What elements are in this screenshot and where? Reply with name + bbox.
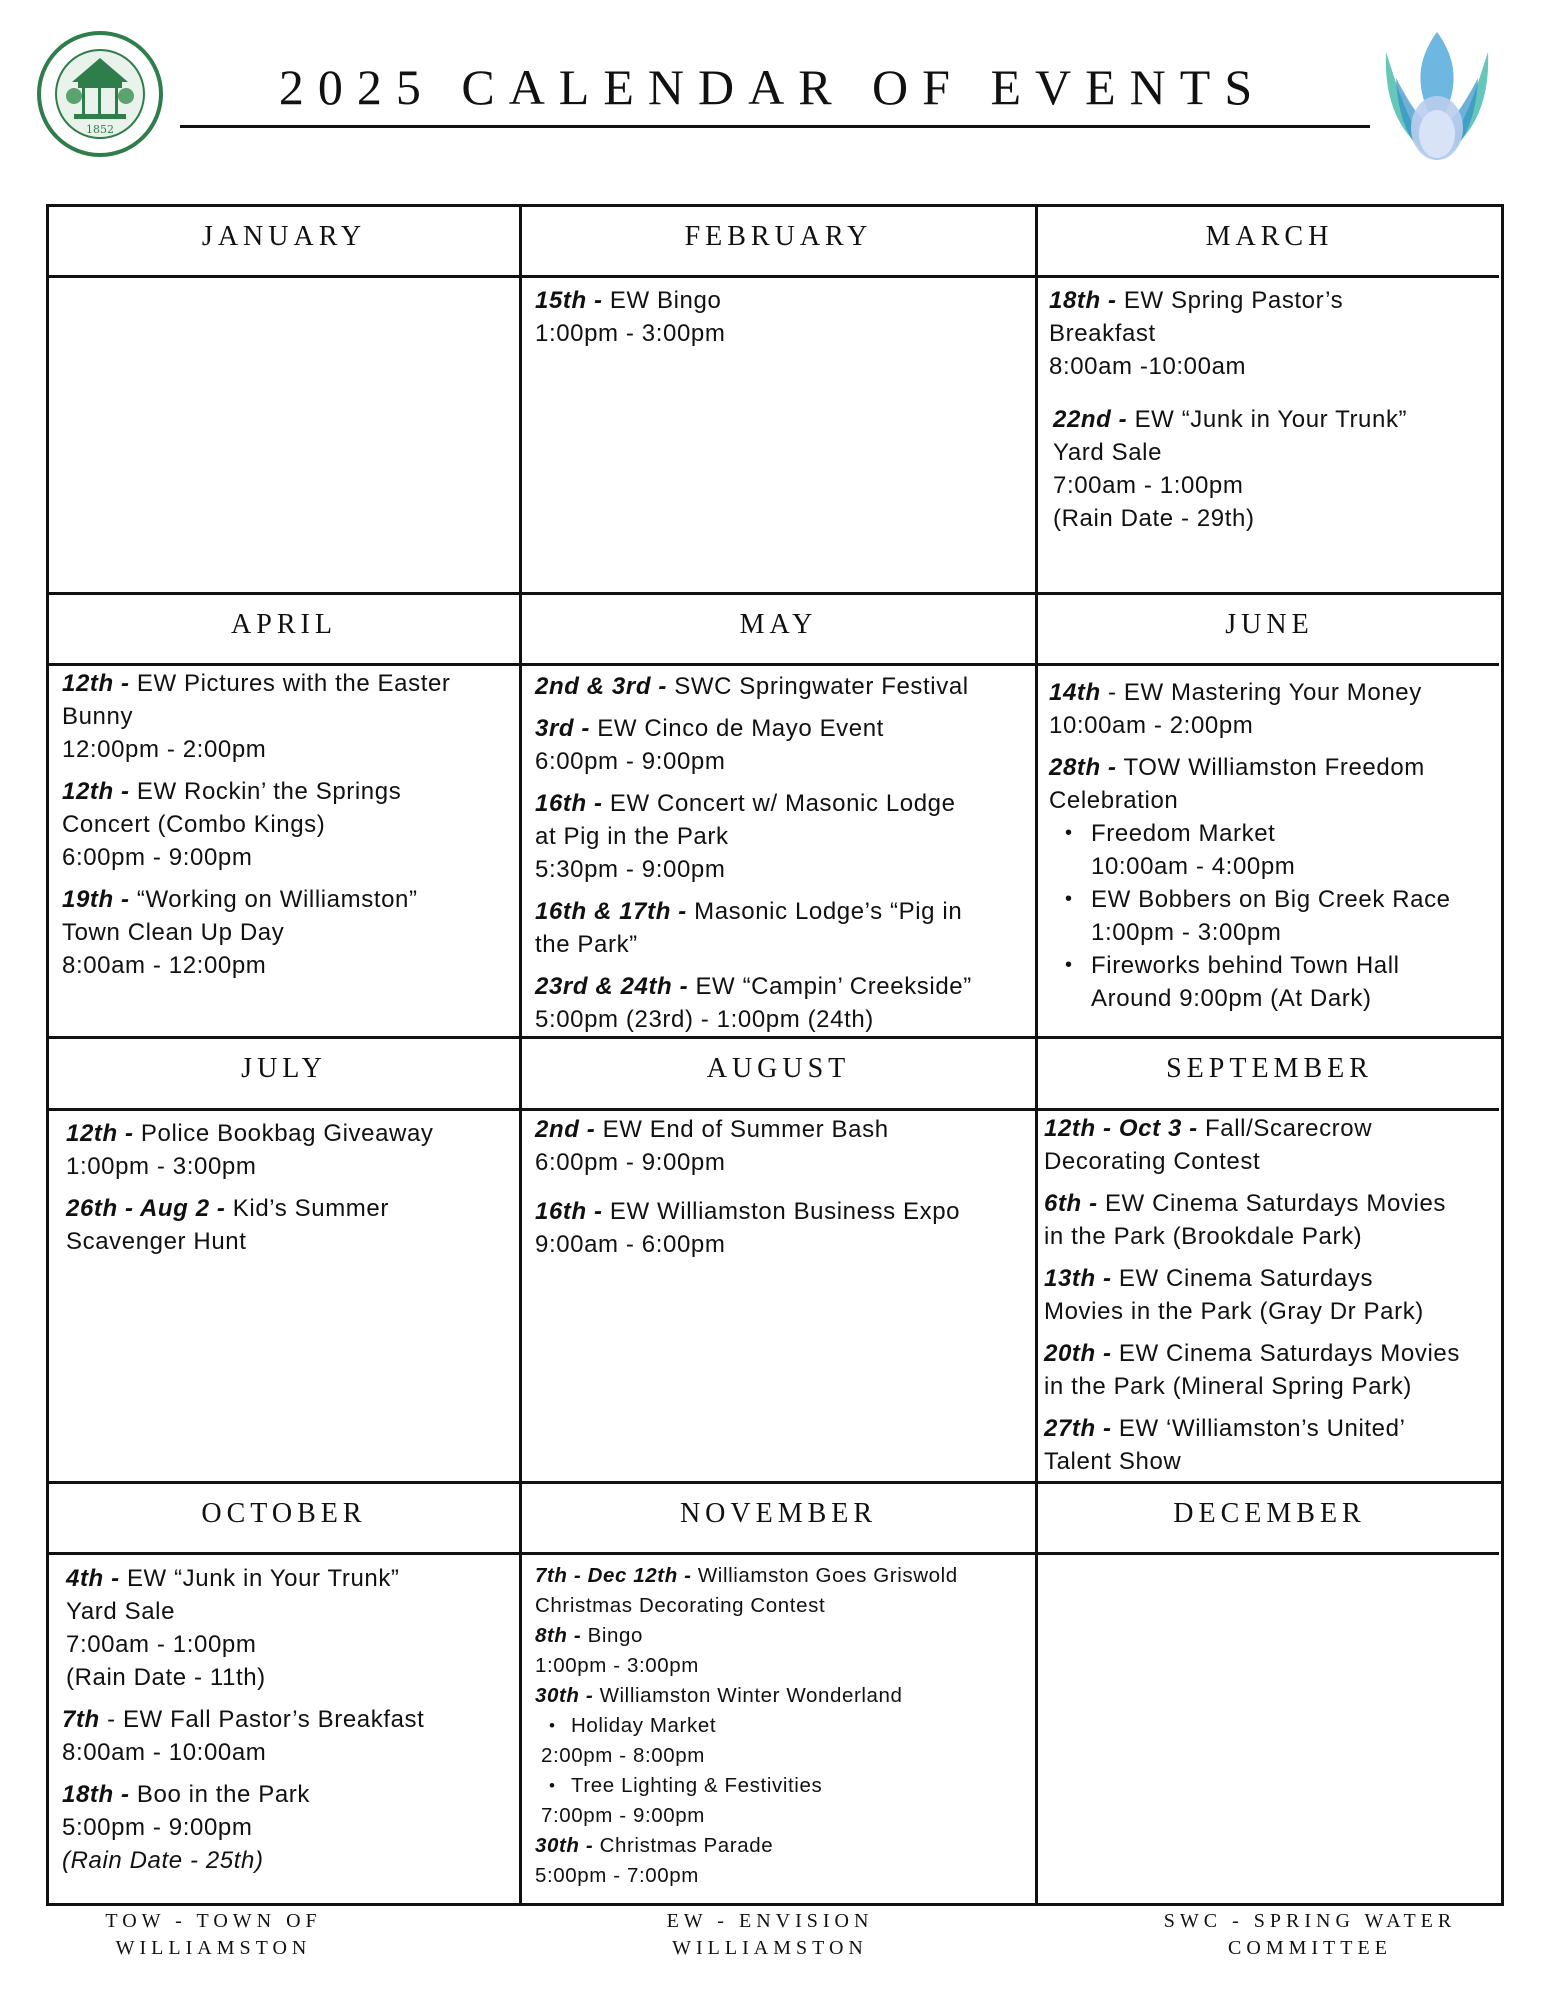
event: 7th - EW Fall Pastor’s Breakfast 8:00am - 10:00am bbox=[62, 1706, 425, 1766]
legend-line: SWC - SPRING WATER bbox=[1163, 1910, 1457, 1932]
header-divider bbox=[49, 663, 1499, 666]
legend-line: WILLIAMSTON bbox=[115, 1937, 312, 1959]
header-divider bbox=[49, 1108, 1499, 1111]
event: 16th & 17th - Masonic Lodge’s “Pig in the Park” bbox=[535, 898, 963, 958]
event: 16th - EW Concert w/ Masonic Lodge at Pig in the Park 5:30pm - 9:00pm bbox=[535, 790, 956, 883]
event: 14th - EW Mastering Your Money 10:00am - 2:00pm bbox=[1049, 679, 1422, 739]
month-september: SEPTEMBER bbox=[1166, 1053, 1373, 1084]
title-underline bbox=[180, 125, 1370, 128]
event: 30th - Williamston Winter Wonderland • Holiday Market 2:00pm - 8:00pm • Tree Lighting & Festivities 7:00pm - 9:00pm bbox=[535, 1681, 1030, 1831]
event: 22nd - EW “Junk in Your Trunk” Yard Sale 7:00am - 1:00pm (Rain Date - 29th) bbox=[1053, 406, 1408, 532]
event: 23rd & 24th - EW “Campin’ Creekside” 5:00pm (23rd) - 1:00pm (24th) bbox=[535, 973, 972, 1033]
event: 15th - EW Bingo 1:00pm - 3:00pm bbox=[535, 287, 726, 347]
event: 13th - EW Cinema Saturdays Movies in the Park (Gray Dr Park) bbox=[1044, 1265, 1424, 1325]
legend-line: COMMITTEE bbox=[1228, 1937, 1392, 1959]
month-july: JULY bbox=[241, 1053, 327, 1084]
september-events bbox=[1044, 1112, 1499, 1487]
lotus-logo bbox=[1378, 28, 1496, 164]
month-january: JANUARY bbox=[201, 221, 367, 252]
august-events bbox=[535, 1113, 1030, 1270]
event: 20th - EW Cinema Saturdays Movies in the Park (Mineral Spring Park) bbox=[1044, 1340, 1460, 1400]
header-divider bbox=[49, 275, 1499, 278]
bullet-item: • Freedom Market 10:00am - 4:00pm bbox=[1049, 817, 1494, 883]
month-december: DECEMBER bbox=[1173, 1498, 1366, 1529]
event: 12th - Oct 3 - Fall/Scarecrow Decorating Contest bbox=[1044, 1115, 1373, 1175]
bullet-item: • Holiday Market 2:00pm - 8:00pm bbox=[535, 1711, 1030, 1771]
month-may: MAY bbox=[739, 609, 818, 640]
page-title: 2025 CALENDAR OF EVENTS bbox=[278, 59, 1267, 115]
event: 26th - Aug 2 - Kid’s Summer Scavenger Hunt bbox=[66, 1195, 389, 1255]
event: 2nd & 3rd - SWC Springwater Festival bbox=[535, 673, 969, 700]
legend-swc bbox=[1130, 1908, 1490, 1962]
legend-line: WILLIAMSTON bbox=[672, 1937, 868, 1959]
event: 8th - Bingo 1:00pm - 3:00pm bbox=[535, 1624, 699, 1677]
month-august: AUGUST bbox=[706, 1053, 851, 1084]
march-events bbox=[1049, 284, 1489, 544]
header-divider bbox=[49, 1552, 1499, 1555]
event: 12th - EW Rockin’ the Springs Concert (Combo Kings) 6:00pm - 9:00pm bbox=[62, 778, 402, 871]
legend-line: EW - ENVISION bbox=[666, 1910, 874, 1932]
event: 19th - “Working on Williamston” Town Clean Up Day 8:00am - 12:00pm bbox=[62, 886, 418, 979]
month-april: APRIL bbox=[231, 609, 337, 640]
november-events bbox=[535, 1561, 1030, 1891]
event: 27th - EW ‘Williamston’s United’ Talent Show bbox=[1044, 1415, 1406, 1475]
legend-ew bbox=[620, 1908, 920, 1962]
july-events bbox=[66, 1117, 511, 1267]
event: 16th - EW Williamston Business Expo 9:00am - 6:00pm bbox=[535, 1198, 961, 1258]
bullet-item: • EW Bobbers on Big Creek Race 1:00pm - 3:00pm bbox=[1049, 883, 1494, 949]
june-events bbox=[1049, 676, 1494, 1024]
event: 12th - EW Pictures with the Easter Bunny 12:00pm - 2:00pm bbox=[62, 670, 451, 763]
month-february: FEBRUARY bbox=[684, 221, 873, 252]
legend-tow bbox=[46, 1908, 381, 1962]
grid-divider bbox=[49, 592, 1501, 595]
event: 7th - Dec 12th - Williamston Goes Griswold Christmas Decorating Contest bbox=[535, 1564, 958, 1617]
event: 30th - Christmas Parade 5:00pm - 7:00pm bbox=[535, 1834, 774, 1887]
event: 28th - TOW Williamston Freedom Celebration • Freedom Market 10:00am - 4:00pm • EW Bobbers on Big Creek Race 1:00pm - 3:00pm • Fireworks behind Town Hall Around 9:00pm (At Dark) bbox=[1049, 751, 1494, 1015]
october-events bbox=[62, 1562, 511, 1886]
seal-year: 1852 bbox=[86, 123, 114, 136]
event: 6th - EW Cinema Saturdays Movies in the Park (Brookdale Park) bbox=[1044, 1190, 1446, 1250]
town-seal bbox=[36, 30, 164, 158]
february-events bbox=[535, 284, 1025, 359]
event: 4th - EW “Junk in Your Trunk” Yard Sale 7:00am - 1:00pm (Rain Date - 11th) bbox=[66, 1565, 400, 1691]
event: 12th - Police Bookbag Giveaway 1:00pm - 3:00pm bbox=[66, 1120, 434, 1180]
event: 18th - Boo in the Park 5:00pm - 9:00pm (Rain Date - 25th) bbox=[62, 1781, 310, 1874]
may-events bbox=[535, 670, 1030, 1045]
month-march: MARCH bbox=[1205, 221, 1334, 252]
month-october: OCTOBER bbox=[201, 1498, 367, 1529]
month-november: NOVEMBER bbox=[679, 1498, 878, 1529]
event: 3rd - EW Cinco de Mayo Event 6:00pm - 9:00pm bbox=[535, 715, 884, 775]
legend-line: TOW - TOWN OF bbox=[105, 1910, 322, 1932]
calendar-grid bbox=[46, 204, 1504, 1906]
bullet-item: • Fireworks behind Town Hall Around 9:00pm (At Dark) bbox=[1049, 949, 1494, 1015]
bullet-item: • Tree Lighting & Festivities 7:00pm - 9:00pm bbox=[535, 1771, 1030, 1831]
event: 18th - EW Spring Pastor’s Breakfast 8:00am -10:00am bbox=[1049, 287, 1344, 380]
month-june: JUNE bbox=[1225, 609, 1314, 640]
april-events bbox=[62, 667, 512, 991]
event: 2nd - EW End of Summer Bash 6:00pm - 9:00pm bbox=[535, 1116, 889, 1176]
